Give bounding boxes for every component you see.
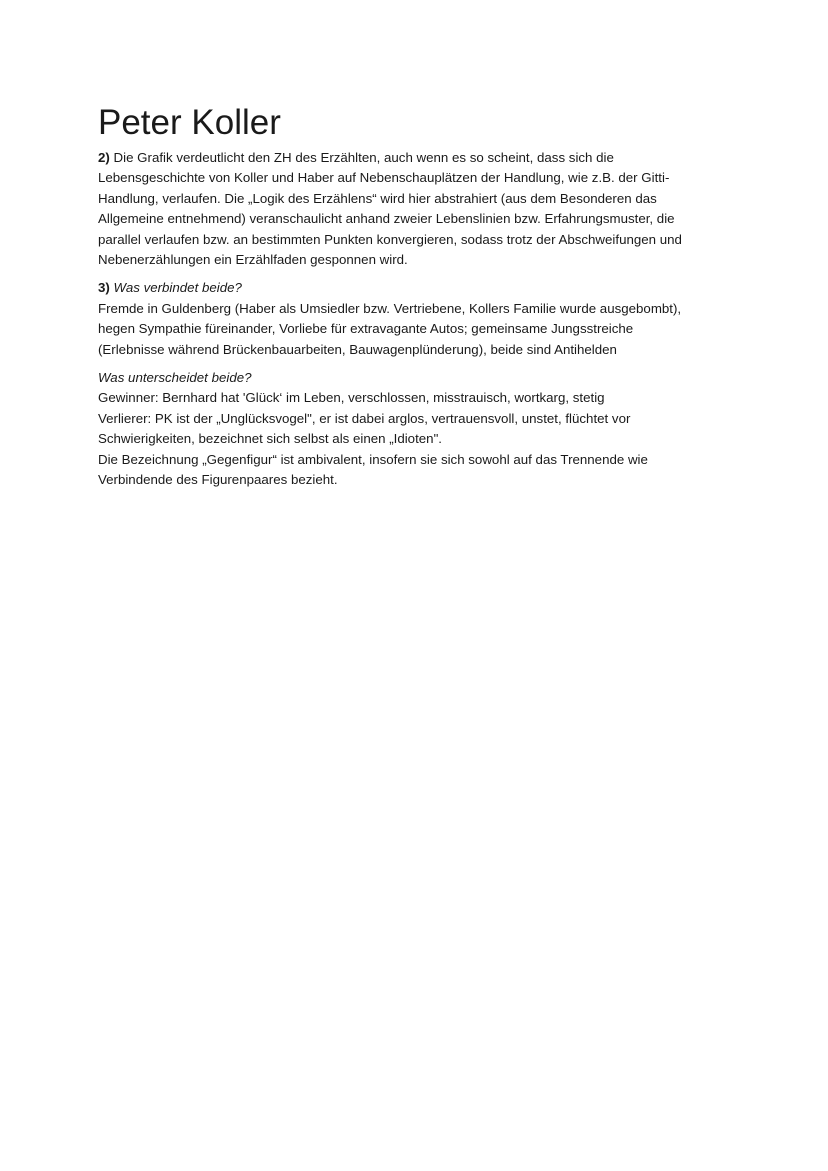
section-3-paragraph	[98, 278, 738, 360]
text-line: Handlung, verlaufen. Die „Logik des Erzählens“ wird hier abstrahiert (aus dem Besonderen das	[98, 190, 657, 206]
text-line: Allgemeine entnehmend) veranschaulicht anhand zweier Lebenslinien bzw. Erfahrungsmuster, die	[98, 211, 675, 227]
section-question: Was unterscheidet beide?	[98, 370, 252, 386]
section-number: 3)	[98, 280, 110, 296]
text-line: Schwierigkeiten, bezeichnet sich selbst als einen „Idioten".	[98, 431, 442, 447]
section-number: 2)	[98, 150, 110, 165]
text-line: Lebensgeschichte von Koller und Haber auf Nebenschauplätzen der Handlung, wie z.B. der Gitti-	[98, 170, 670, 186]
text-line: (Erlebnisse während Brückenbauarbeiten, Bauwagenplünderung), beide sind Antihelden	[98, 341, 617, 357]
text-line: Gewinner: Bernhard hat 'Glück‘ im Leben, verschlossen, misstrauisch, wortkarg, stetig	[98, 390, 605, 406]
document-page	[98, 100, 738, 491]
text-line: parallel verlaufen bzw. an bestimmten Punkten konvergieren, sodass trotz der Abschweifungen und	[98, 231, 682, 247]
section-heading	[98, 278, 738, 298]
text-line: hegen Sympathie füreinander, Vorliebe für extravagante Autos; gemeinsame Jungsstreiche	[98, 321, 634, 337]
text-line: Verbindende des Figurenpaares bezieht.	[98, 472, 338, 488]
section-4-paragraph	[98, 368, 738, 490]
text-line: 2) Die Grafik verdeutlicht den ZH des Erzählten, auch wenn es so scheint, dass sich die	[98, 150, 614, 165]
text-line: Fremde in Guldenberg (Haber als Umsiedler bzw. Vertriebene, Kollers Familie wurde ausgebombt),	[98, 300, 682, 316]
section-2-paragraph	[98, 148, 738, 270]
text-line: Nebenerzählungen ein Erzählfaden gesponnen wird.	[98, 252, 408, 268]
section-question: Was verbindet beide?	[109, 280, 242, 296]
text-line: Verlierer: PK ist der „Unglücksvogel", er ist dabei arglos, vertrauensvoll, unstet, flüchtet vor	[98, 410, 631, 426]
text-line: Die Bezeichnung „Gegenfigur“ ist ambivalent, insofern sie sich sowohl auf das Trennende wie	[98, 451, 648, 467]
page-title: Peter Koller	[98, 103, 281, 142]
